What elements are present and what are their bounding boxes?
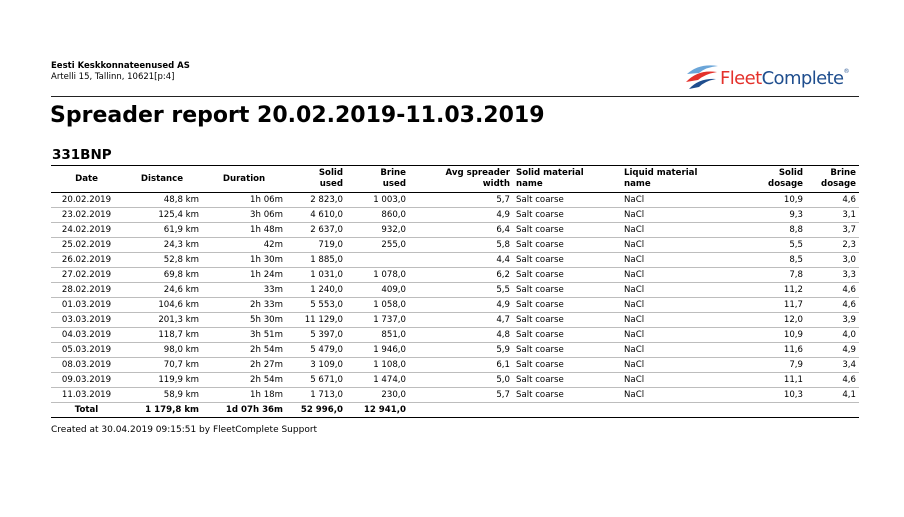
- cell-avg-width: 5,9: [409, 343, 513, 358]
- total-brine-used: 12 941,0: [346, 403, 409, 418]
- table-body: [51, 193, 859, 418]
- col-header-date: Date: [51, 166, 122, 193]
- cell-distance: 61,9 km: [122, 223, 202, 238]
- cell-brine-dosage: 4,6: [806, 373, 859, 388]
- cell-solid-used: 1 713,0: [286, 388, 346, 403]
- total-empty-cell: [741, 403, 806, 418]
- cell-solid-dosage: 11,6: [741, 343, 806, 358]
- logo-wing-icon: [684, 62, 720, 92]
- cell-liquid-material: NaCl: [621, 343, 741, 358]
- cell-duration: 2h 33m: [202, 298, 286, 313]
- cell-avg-width: 4,8: [409, 328, 513, 343]
- cell-duration: 2h 54m: [202, 373, 286, 388]
- cell-brine-dosage: 2,3: [806, 238, 859, 253]
- cell-liquid-material: NaCl: [621, 373, 741, 388]
- cell-solid-material: Salt coarse: [513, 328, 621, 343]
- cell-avg-width: 4,7: [409, 313, 513, 328]
- cell-avg-width: 5,5: [409, 283, 513, 298]
- cell-brine-used: 1 108,0: [346, 358, 409, 373]
- total-empty-cell: [409, 403, 513, 418]
- spreader-report-table: [51, 165, 859, 418]
- total-empty-cell: [621, 403, 741, 418]
- cell-duration: 2h 27m: [202, 358, 286, 373]
- table-row: [51, 298, 859, 313]
- cell-solid-dosage: 12,0: [741, 313, 806, 328]
- company-name: Eesti Keskkonnateenused AS: [51, 61, 190, 71]
- cell-avg-width: 6,4: [409, 223, 513, 238]
- cell-avg-width: 4,9: [409, 208, 513, 223]
- cell-solid-dosage: 10,9: [741, 328, 806, 343]
- cell-brine-dosage: 3,3: [806, 268, 859, 283]
- cell-solid-used: 5 553,0: [286, 298, 346, 313]
- cell-solid-dosage: 5,5: [741, 238, 806, 253]
- total-solid-used: 52 996,0: [286, 403, 346, 418]
- cell-liquid-material: NaCl: [621, 208, 741, 223]
- cell-solid-dosage: 8,5: [741, 253, 806, 268]
- cell-avg-width: 5,0: [409, 373, 513, 388]
- cell-brine-used: 255,0: [346, 238, 409, 253]
- cell-solid-dosage: 11,2: [741, 283, 806, 298]
- company-block: [51, 61, 190, 83]
- cell-solid-material: Salt coarse: [513, 238, 621, 253]
- cell-date: 01.03.2019: [51, 298, 122, 313]
- cell-date: 27.02.2019: [51, 268, 122, 283]
- cell-duration: 3h 51m: [202, 328, 286, 343]
- cell-brine-dosage: 4,1: [806, 388, 859, 403]
- cell-solid-dosage: 11,1: [741, 373, 806, 388]
- table-row: [51, 313, 859, 328]
- cell-date: 04.03.2019: [51, 328, 122, 343]
- cell-brine-used: 230,0: [346, 388, 409, 403]
- cell-brine-used: 409,0: [346, 283, 409, 298]
- cell-solid-material: Salt coarse: [513, 193, 621, 208]
- cell-solid-material: Salt coarse: [513, 373, 621, 388]
- cell-distance: 24,6 km: [122, 283, 202, 298]
- cell-brine-used: [346, 253, 409, 268]
- cell-liquid-material: NaCl: [621, 253, 741, 268]
- cell-solid-dosage: 9,3: [741, 208, 806, 223]
- cell-distance: 118,7 km: [122, 328, 202, 343]
- col-header-solid-used: Solid used: [286, 166, 346, 193]
- cell-date: 26.02.2019: [51, 253, 122, 268]
- table-row: [51, 223, 859, 238]
- cell-solid-used: 11 129,0: [286, 313, 346, 328]
- cell-solid-used: 1 885,0: [286, 253, 346, 268]
- cell-solid-used: 5 479,0: [286, 343, 346, 358]
- cell-solid-material: Salt coarse: [513, 358, 621, 373]
- cell-solid-used: 5 671,0: [286, 373, 346, 388]
- cell-solid-used: 2 823,0: [286, 193, 346, 208]
- cell-date: 28.02.2019: [51, 283, 122, 298]
- cell-duration: 1h 48m: [202, 223, 286, 238]
- cell-distance: 58,9 km: [122, 388, 202, 403]
- col-header-distance: Distance: [122, 166, 202, 193]
- cell-duration: 42m: [202, 238, 286, 253]
- cell-distance: 24,3 km: [122, 238, 202, 253]
- company-address: Artelli 15, Tallinn, 10621[p:4]: [51, 72, 175, 82]
- cell-brine-dosage: 4,6: [806, 298, 859, 313]
- cell-avg-width: 5,7: [409, 388, 513, 403]
- cell-liquid-material: NaCl: [621, 223, 741, 238]
- cell-distance: 70,7 km: [122, 358, 202, 373]
- cell-brine-used: 1 474,0: [346, 373, 409, 388]
- col-header-liquid-material: Liquid material name: [621, 166, 741, 193]
- table-header-row: [51, 166, 859, 193]
- cell-brine-dosage: 4,0: [806, 328, 859, 343]
- col-header-duration: Duration: [202, 166, 286, 193]
- cell-brine-used: 1 946,0: [346, 343, 409, 358]
- cell-solid-used: 4 610,0: [286, 208, 346, 223]
- total-empty-cell: [513, 403, 621, 418]
- cell-avg-width: 6,1: [409, 358, 513, 373]
- cell-solid-dosage: 11,7: [741, 298, 806, 313]
- cell-date: 25.02.2019: [51, 238, 122, 253]
- cell-duration: 33m: [202, 283, 286, 298]
- cell-avg-width: 4,9: [409, 298, 513, 313]
- cell-date: 23.02.2019: [51, 208, 122, 223]
- total-empty-cell: [806, 403, 859, 418]
- table-row: [51, 373, 859, 388]
- cell-distance: 98,0 km: [122, 343, 202, 358]
- cell-duration: 5h 30m: [202, 313, 286, 328]
- cell-brine-dosage: 4,6: [806, 193, 859, 208]
- created-footer: Created at 30.04.2019 09:15:51 by FleetComplete Support: [51, 425, 318, 435]
- cell-date: 11.03.2019: [51, 388, 122, 403]
- logo-wordmark: [720, 68, 849, 89]
- cell-avg-width: 4,4: [409, 253, 513, 268]
- logo-complete-text: Complete: [761, 68, 844, 89]
- cell-distance: 201,3 km: [122, 313, 202, 328]
- total-duration: 1d 07h 36m: [202, 403, 286, 418]
- cell-liquid-material: NaCl: [621, 268, 741, 283]
- cell-date: 08.03.2019: [51, 358, 122, 373]
- table-row: [51, 268, 859, 283]
- cell-solid-material: Salt coarse: [513, 208, 621, 223]
- cell-duration: 1h 06m: [202, 193, 286, 208]
- cell-solid-material: Salt coarse: [513, 298, 621, 313]
- cell-avg-width: 5,8: [409, 238, 513, 253]
- cell-avg-width: 6,2: [409, 268, 513, 283]
- col-header-brine-dosage: Brine dosage: [806, 166, 859, 193]
- cell-solid-dosage: 10,3: [741, 388, 806, 403]
- cell-liquid-material: NaCl: [621, 313, 741, 328]
- cell-liquid-material: NaCl: [621, 358, 741, 373]
- cell-distance: 52,8 km: [122, 253, 202, 268]
- table-row: [51, 208, 859, 223]
- cell-brine-used: 1 737,0: [346, 313, 409, 328]
- cell-liquid-material: NaCl: [621, 298, 741, 313]
- cell-date: 20.02.2019: [51, 193, 122, 208]
- cell-date: 03.03.2019: [51, 313, 122, 328]
- cell-date: 05.03.2019: [51, 343, 122, 358]
- cell-brine-dosage: 3,1: [806, 208, 859, 223]
- total-label: Total: [51, 403, 122, 418]
- report-title: Spreader report 20.02.2019-11.03.2019: [50, 103, 545, 128]
- cell-distance: 119,9 km: [122, 373, 202, 388]
- cell-date: 24.02.2019: [51, 223, 122, 238]
- table-row: [51, 343, 859, 358]
- cell-solid-dosage: 7,8: [741, 268, 806, 283]
- cell-brine-dosage: 3,0: [806, 253, 859, 268]
- cell-brine-dosage: 4,9: [806, 343, 859, 358]
- cell-solid-used: 1 240,0: [286, 283, 346, 298]
- cell-brine-used: 1 078,0: [346, 268, 409, 283]
- table-row: [51, 283, 859, 298]
- cell-solid-material: Salt coarse: [513, 223, 621, 238]
- cell-avg-width: 5,7: [409, 193, 513, 208]
- col-header-solid-dosage: Solid dosage: [741, 166, 806, 193]
- cell-solid-dosage: 10,9: [741, 193, 806, 208]
- col-header-avg-width: Avg spreader width: [409, 166, 513, 193]
- cell-duration: 3h 06m: [202, 208, 286, 223]
- cell-distance: 125,4 km: [122, 208, 202, 223]
- cell-duration: 2h 54m: [202, 343, 286, 358]
- table-row: [51, 238, 859, 253]
- cell-solid-used: 1 031,0: [286, 268, 346, 283]
- cell-brine-dosage: 4,6: [806, 283, 859, 298]
- cell-solid-material: Salt coarse: [513, 343, 621, 358]
- cell-brine-used: 932,0: [346, 223, 409, 238]
- cell-brine-used: 1 058,0: [346, 298, 409, 313]
- cell-distance: 69,8 km: [122, 268, 202, 283]
- cell-solid-used: 5 397,0: [286, 328, 346, 343]
- cell-solid-material: Salt coarse: [513, 253, 621, 268]
- table-row: [51, 253, 859, 268]
- cell-date: 09.03.2019: [51, 373, 122, 388]
- cell-solid-used: 719,0: [286, 238, 346, 253]
- cell-duration: 1h 18m: [202, 388, 286, 403]
- cell-solid-used: 3 109,0: [286, 358, 346, 373]
- table-row: [51, 358, 859, 373]
- cell-solid-used: 2 637,0: [286, 223, 346, 238]
- cell-brine-used: 851,0: [346, 328, 409, 343]
- cell-liquid-material: NaCl: [621, 388, 741, 403]
- cell-brine-used: 860,0: [346, 208, 409, 223]
- cell-solid-material: Salt coarse: [513, 388, 621, 403]
- table-total-row: [51, 403, 859, 418]
- cell-distance: 48,8 km: [122, 193, 202, 208]
- table-row: [51, 388, 859, 403]
- cell-solid-dosage: 8,8: [741, 223, 806, 238]
- total-distance: 1 179,8 km: [122, 403, 202, 418]
- logo-fleet-text: Fleet: [720, 68, 762, 89]
- cell-liquid-material: NaCl: [621, 328, 741, 343]
- cell-duration: 1h 24m: [202, 268, 286, 283]
- header-divider: [51, 96, 859, 97]
- vehicle-plate: 331BNP: [52, 147, 112, 163]
- cell-liquid-material: NaCl: [621, 283, 741, 298]
- cell-brine-dosage: 3,7: [806, 223, 859, 238]
- table-row: [51, 328, 859, 343]
- col-header-solid-material: Solid material name: [513, 166, 621, 193]
- cell-duration: 1h 30m: [202, 253, 286, 268]
- cell-liquid-material: NaCl: [621, 238, 741, 253]
- table-row: [51, 193, 859, 208]
- cell-solid-material: Salt coarse: [513, 268, 621, 283]
- cell-brine-dosage: 3,9: [806, 313, 859, 328]
- cell-distance: 104,6 km: [122, 298, 202, 313]
- logo-registered-mark: ®: [843, 68, 849, 75]
- fleetcomplete-logo: [684, 62, 856, 92]
- col-header-brine-used: Brine used: [346, 166, 409, 193]
- cell-solid-material: Salt coarse: [513, 283, 621, 298]
- cell-brine-dosage: 3,4: [806, 358, 859, 373]
- cell-solid-dosage: 7,9: [741, 358, 806, 373]
- cell-solid-material: Salt coarse: [513, 313, 621, 328]
- cell-liquid-material: NaCl: [621, 193, 741, 208]
- cell-brine-used: 1 003,0: [346, 193, 409, 208]
